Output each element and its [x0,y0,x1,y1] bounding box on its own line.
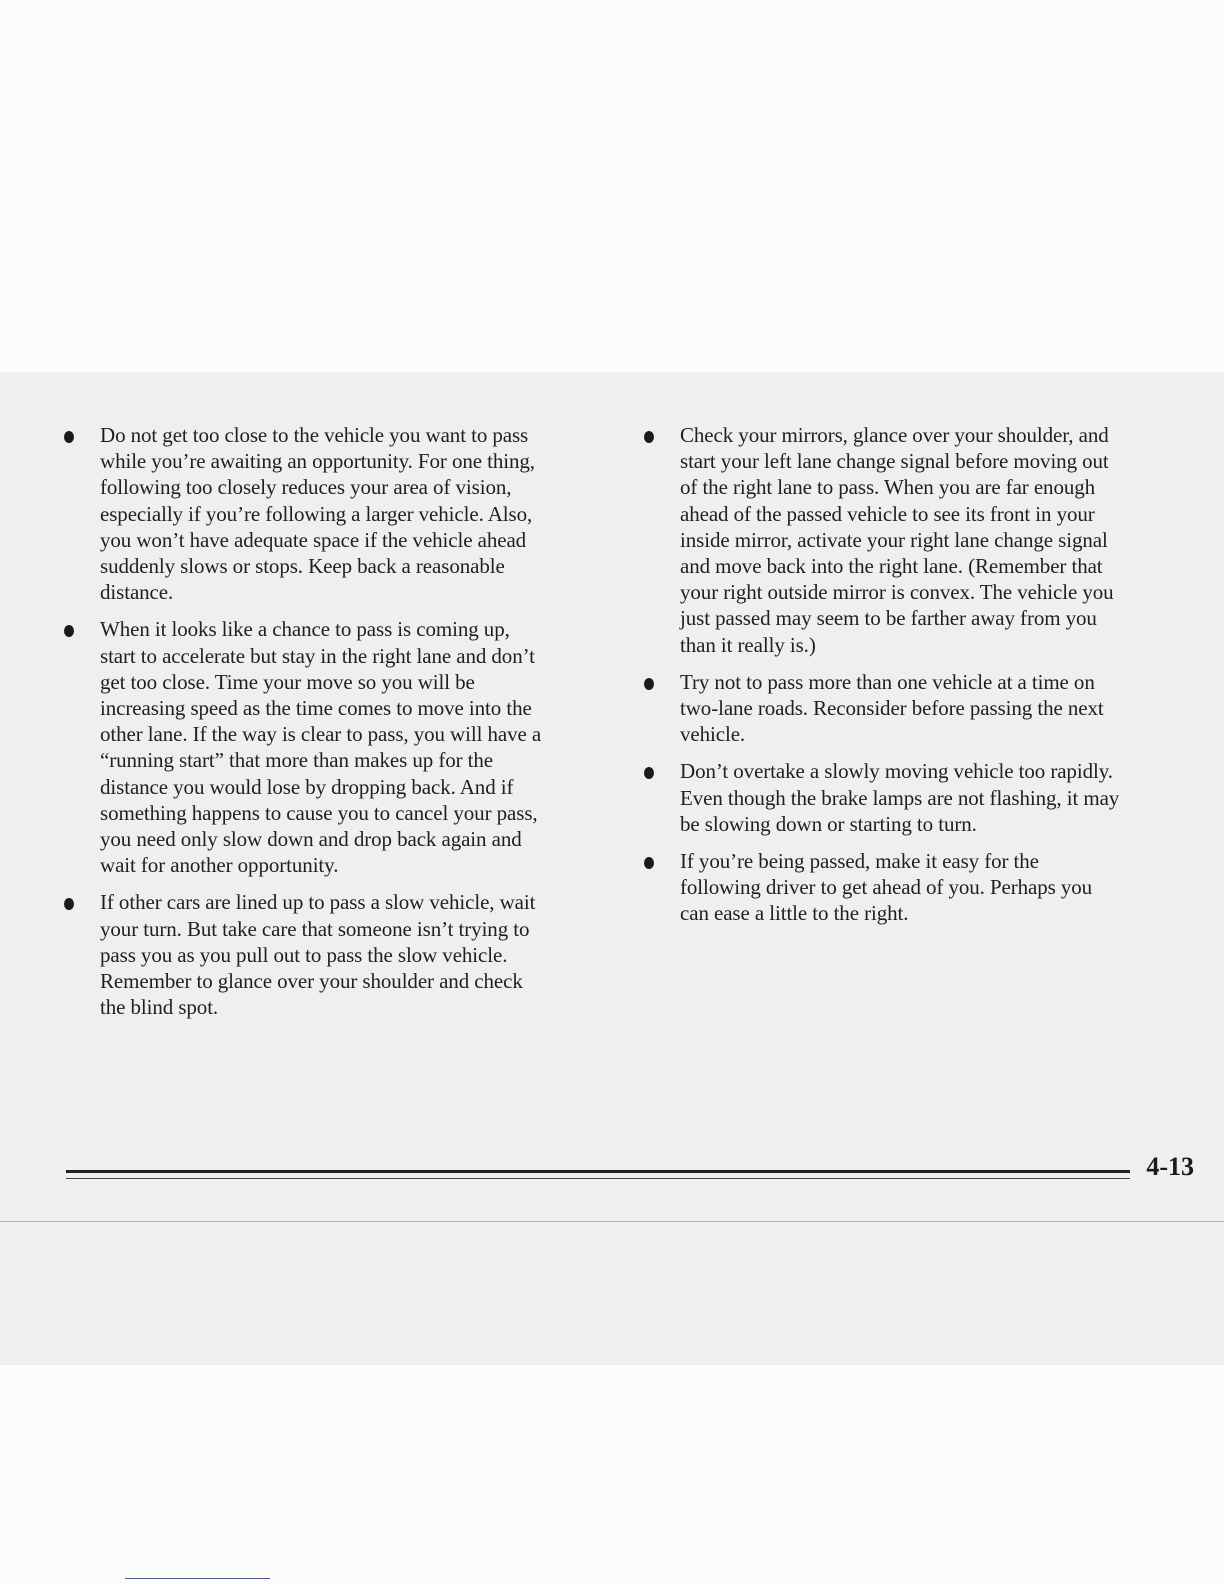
bullet-icon [64,431,74,443]
bullet-icon [644,678,654,690]
list-item-text: If you’re being passed, make it easy for the following driver to get ahead of you. Perhaps you can ease a little to the right. [680,849,1093,926]
list-item [642,848,1202,927]
left-column [62,422,622,1031]
list-item [642,758,1202,837]
footer-rule-thin [66,1178,1130,1179]
right-column [642,422,1202,938]
list-item-text: Check your mirrors, glance over your shoulder, and start your left lane change signal before moving out of the right lane to pass. When you are far enough ahead of the passed vehicle to see its front in your inside mirror, activate your right lane change signal and move back into the right lane. (Remember that your right outside mirror is convex. The vehicle you just passed may seem to be farther away from you than it really is.) [680,423,1114,657]
bullet-icon [64,898,74,910]
list-item-text: Try not to pass more than one vehicle at a time on two-lane roads. Reconsider before passing the next vehicle. [680,669,1104,747]
list-item-text: Don’t overtake a slowly moving vehicle too rapidly. Even though the brake lamps are not flashing, it may be slowing down or starting to turn. [680,759,1120,836]
bullet-icon [64,625,74,637]
list-item [642,422,1202,658]
list-item [62,422,622,605]
list-item-text: When it looks like a chance to pass is coming up, start to accelerate but stay in the right lane and don’t get too close. Time your move so you will be increasing speed as the time comes to move into the other lane. If the way is clear to pass, you will have a “running start” that more than makes up for the distance you would lose by dropping back. And if something happens to cause you to cancel your pass, you need only slow down and drop back again and wait for another opportunity. [100,617,542,878]
bullet-icon [644,767,654,779]
footer-rule-thick [66,1170,1130,1173]
scan-fold-line [0,1221,1224,1222]
list-item-text: Do not get too close to the vehicle you want to pass while you’re awaiting an opportunity. For one thing, following too closely reduces your area of vision, especially if you’re following a larger vehicle. Also, you won’t have adequate space if the vehicle ahead suddenly slows or stops. Keep back a reasonable distance. [100,423,535,605]
list-item [642,669,1202,748]
page-number: 4-13 [1146,1152,1194,1181]
page-panel [0,372,1224,1365]
bottom-margin-mark [125,1578,270,1579]
list-item [62,889,622,1020]
list-item-text: If other cars are lined up to pass a slow vehicle, wait your turn. But take care that someone isn’t trying to pass you as you pull out to pass the slow vehicle. Remember to glance over your shoulder and check the blind spot. [100,890,536,1020]
bullet-icon [644,857,654,869]
list-item [62,616,622,878]
bullet-icon [644,431,654,443]
